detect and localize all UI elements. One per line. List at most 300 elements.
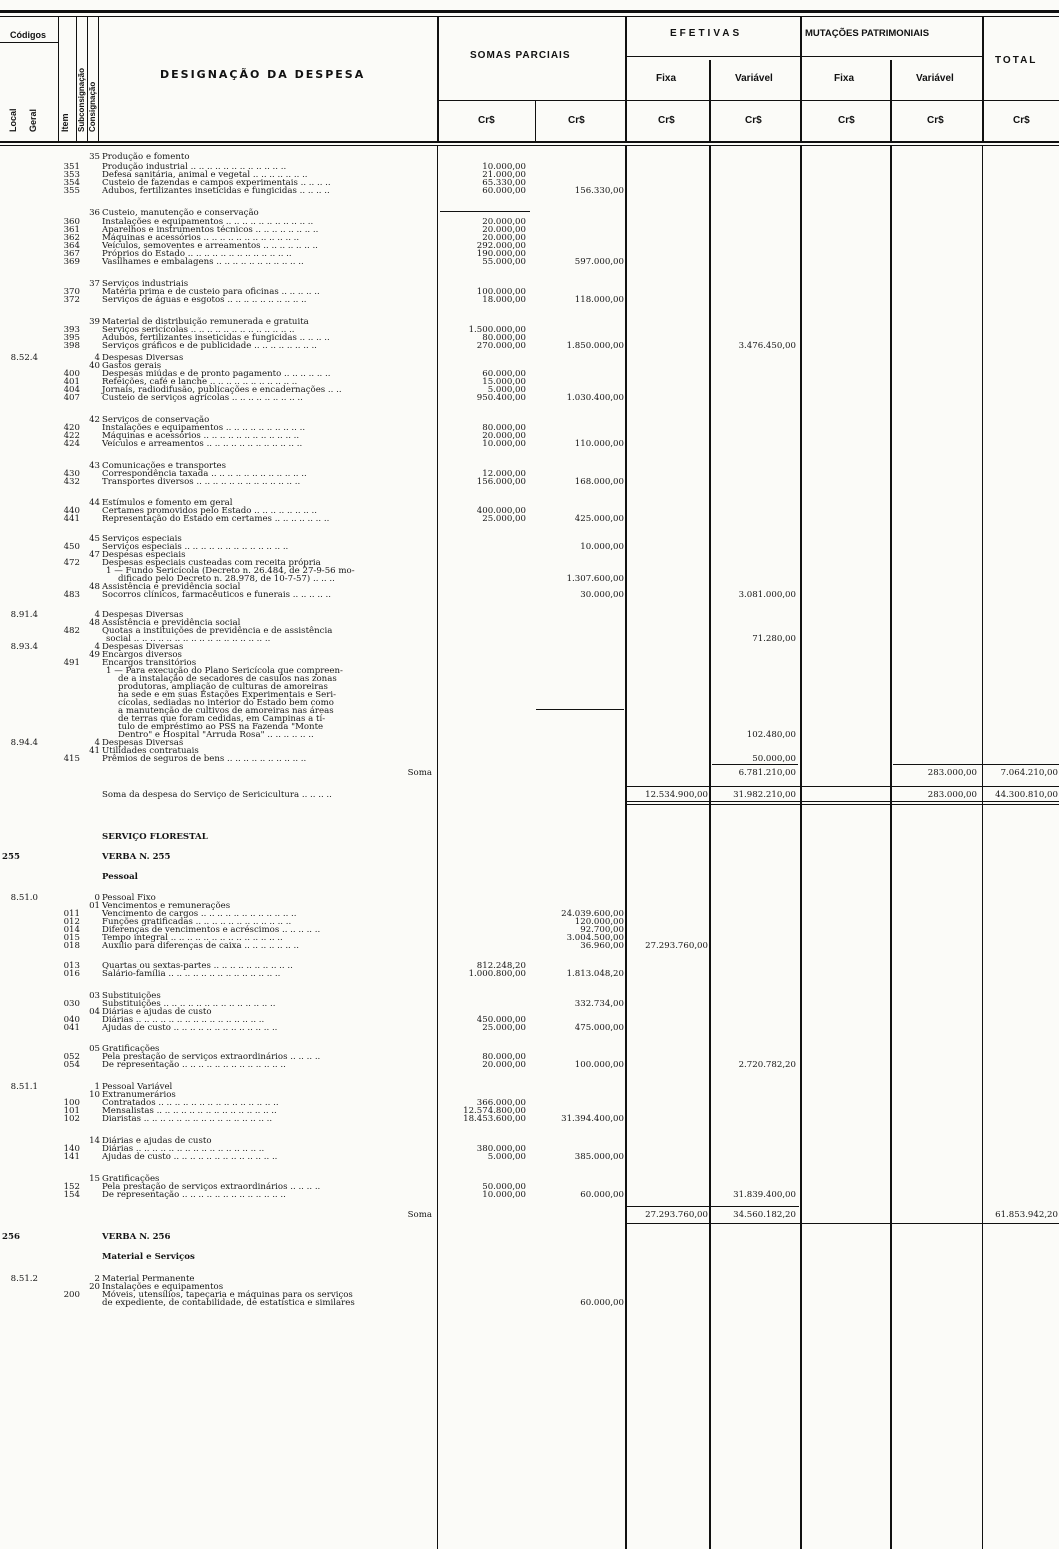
row-soma-parcial-2: 1.030.400,00 — [566, 393, 624, 403]
row-code-item: 483 — [63, 590, 80, 600]
row-code-item: 040 — [63, 1015, 80, 1025]
row-description: Custeio de serviços agrícolas .. .. .. .. .. .. .. .. .. — [102, 393, 303, 403]
row-soma-parcial-1: 366.000,00 — [476, 1098, 526, 1108]
row-soma-parcial-2: 120.000,00 — [574, 917, 624, 927]
sum-rule — [893, 764, 1059, 765]
row-soma-parcial-1: 25.000,00 — [482, 514, 526, 524]
row-soma-parcial-1: 450.000,00 — [476, 1015, 526, 1025]
row-code-item: 013 — [63, 961, 80, 971]
row-soma-parcial-1: 380.000,00 — [476, 1144, 526, 1154]
row-description: Matéria prima e de custeio para oficinas .. .. .. .. .. — [102, 287, 320, 297]
row-soma-parcial-1: 292.000,00 — [476, 241, 526, 251]
row-soma-parcial-1: 21.000,00 — [482, 170, 526, 180]
row-description: Vencimentos e remunerações — [102, 901, 231, 911]
hdr-split-mutacoes — [802, 56, 982, 57]
row-description: 1 — Fundo Sericícola (Decreto n. 26.484, de 27-9-56 mo- — [106, 566, 355, 576]
row-code-item: 407 — [63, 393, 80, 403]
row-code-item: 018 — [63, 941, 80, 951]
row-code-item: 140 — [63, 1144, 80, 1154]
row-code-consignacao: 37 — [89, 279, 100, 289]
row-code-item: 360 — [63, 217, 80, 227]
hdr-vline-ev — [800, 17, 802, 141]
row-code-consignacao: 14 — [89, 1136, 100, 1146]
row-code-item: 472 — [63, 558, 80, 568]
header-mutacoes: MUTAÇÕES PATRIMONIAIS — [805, 28, 930, 39]
row-description: Veículos e arreamentos .. .. .. .. .. .. .. .. .. .. .. .. — [102, 439, 303, 449]
table-row — [0, 852, 1059, 862]
row-soma-parcial-1: 60.000,00 — [482, 186, 526, 196]
row-soma-parcial-1: 18.453.600,00 — [463, 1114, 526, 1124]
row-description: Vasilhames e embalagens .. .. .. .. .. .. .. .. .. .. .. — [102, 257, 304, 267]
row-soma-parcial-1: 20.000,00 — [482, 225, 526, 235]
header-currency-ev: Cr$ — [745, 115, 762, 126]
row-code-item: 016 — [63, 969, 80, 979]
table-row — [0, 257, 1059, 267]
header-codigos: Códigos — [10, 30, 46, 40]
row-description: Refeições, café e lanche .. .. .. .. .. .. .. .. .. .. .. — [102, 377, 298, 387]
row-description: na sede e em suas Estações Experimentais e Seri- — [118, 690, 337, 700]
row-efetiva-fixa: 27.293.760,00 — [645, 941, 708, 951]
row-description: Despesas Diversas — [102, 353, 184, 363]
row-code-local: 8.51.1 — [10, 1082, 38, 1092]
row-soma-parcial-1: 55.000,00 — [482, 257, 526, 267]
row-description: Transportes diversos .. .. .. .. .. .. .. .. .. .. .. .. .. — [102, 477, 301, 487]
row-description: Ajudas de custo .. .. .. .. .. .. .. .. .. .. .. .. .. — [102, 1152, 278, 1162]
row-code-local: 8.91.4 — [10, 610, 38, 620]
row-description: Adubos, fertilizantes inseticidas e fungicidas .. .. .. .. — [102, 186, 330, 196]
row-soma-parcial-1: 1.000.800,00 — [468, 969, 526, 979]
total-rule — [627, 1223, 1059, 1224]
row-code-item: 393 — [63, 325, 80, 335]
row-description: produtoras, ampliação de culturas de amoreiras — [118, 682, 328, 692]
row-code-consignacao: 20 — [89, 1282, 100, 1292]
header-efetivas-variavel: Variável — [735, 73, 773, 84]
row-code-item: 440 — [63, 506, 80, 516]
row-description: Instalações e equipamentos — [102, 1282, 224, 1292]
table-row — [0, 514, 1059, 524]
row-description: Material e Serviços — [102, 1252, 195, 1262]
row-soma-parcial-1: 5.000,00 — [487, 385, 526, 395]
row-soma-parcial-1: 270.000,00 — [476, 341, 526, 351]
table-row — [0, 341, 1059, 351]
row-code-item: 011 — [63, 909, 80, 919]
row-description: Material de distribuição remunerada e gratuita — [102, 317, 309, 327]
row-code-consignacao: 40 — [89, 361, 100, 371]
row-description: tulo de empréstimo ao PSS na Fazenda "Monte — [118, 722, 324, 732]
row-code-item: 052 — [63, 1052, 80, 1062]
row-description: Assistência e previdência social — [102, 582, 241, 592]
row-description: Despesas especiais — [102, 550, 186, 560]
row-code-item: 370 — [63, 287, 80, 297]
row-soma-parcial-1: 950.400,00 — [476, 393, 526, 403]
row-description: Certames promovidos pelo Estado .. .. .. .. .. .. .. .. — [102, 506, 317, 516]
row-description: Pessoal Fixo — [102, 893, 156, 903]
row-code-item: 361 — [63, 225, 80, 235]
row-description: a manutenção de cultivos de amoreiras nas áreas — [118, 706, 334, 716]
header-currency-p1: Cr$ — [478, 115, 495, 126]
row-code-consignacao: 03 — [89, 991, 100, 1001]
row-code-consignacao: 01 — [89, 901, 100, 911]
table-row — [0, 1210, 1059, 1220]
row-code-item: 482 — [63, 626, 80, 636]
row-description: VERBA N. 256 — [102, 1232, 171, 1242]
row-soma-parcial-1: 5.000,00 — [487, 1152, 526, 1162]
row-code-consignacao: 41 — [89, 746, 100, 756]
row-description: Veículos, semoventes e arreamentos .. .. .. .. .. .. .. — [102, 241, 318, 251]
row-soma-parcial-2: 156.330,00 — [574, 186, 624, 196]
row-description: Serviços industriais — [102, 279, 189, 289]
row-soma-parcial-2: 100.000,00 — [574, 1060, 624, 1070]
row-description: dificado pelo Decreto n. 28.978, de 10-7-57) .. .. .. — [118, 574, 335, 584]
row-description: SERVIÇO FLORESTAL — [102, 832, 208, 842]
row-soma-parcial-2: 1.850.000,00 — [566, 341, 624, 351]
hdr-vline-mf — [890, 60, 892, 142]
row-soma-label: Soma — [407, 1210, 432, 1220]
row-soma-parcial-2: 1.813.048,20 — [566, 969, 624, 979]
row-code-item: 420 — [63, 423, 80, 433]
row-description: Despesas Diversas — [102, 642, 184, 652]
row-description: Despesas Diversas — [102, 738, 184, 748]
row-description: Material Permanente — [102, 1274, 195, 1284]
row-soma-parcial-1: 60.000,00 — [482, 369, 526, 379]
top-rule-thin — [0, 16, 1059, 17]
hdr-vline-mv — [982, 17, 984, 141]
row-code-item: 054 — [63, 1060, 80, 1070]
row-soma-parcial-1: 10.000,00 — [482, 1190, 526, 1200]
row-description: de expediente, de contabilidade, de estatística e similares — [102, 1298, 355, 1308]
row-code-item: 491 — [63, 658, 80, 668]
row-soma-parcial-2: 36.960,00 — [580, 941, 624, 951]
row-soma-parcial-2: 597.000,00 — [574, 257, 624, 267]
header-currency-mf: Cr$ — [838, 115, 855, 126]
row-description: de terras que foram cedidas, em Campinas a tí- — [118, 714, 326, 724]
header-designacao: DESIGNAÇÃO DA DESPESA — [160, 68, 366, 81]
hdr-vline-item — [98, 17, 99, 141]
header-currency-p2: Cr$ — [568, 115, 585, 126]
row-description: Móveis, utensílios, tapeçaria e máquinas para os serviços — [102, 1290, 353, 1300]
header-subconsignacao: Subconsignação — [77, 67, 86, 132]
row-description: Gratificações — [102, 1174, 160, 1184]
table-row — [0, 477, 1059, 487]
row-description: Pela prestação de serviços extraordinários .. .. .. .. — [102, 1052, 321, 1062]
row-code-item: 367 — [63, 249, 80, 259]
row-code-consignacao: 1 — [94, 1082, 100, 1092]
row-soma-parcial-1: 10.000,00 — [482, 439, 526, 449]
row-code-consignacao: 35 — [89, 152, 100, 162]
row-description: Tempo integral .. .. .. .. .. .. .. .. .. .. .. .. .. .. — [102, 933, 283, 943]
header-bottom-rule — [0, 141, 1059, 143]
table-row — [0, 1252, 1059, 1262]
row-code-consignacao: 36 — [89, 208, 100, 218]
row-code-item: 351 — [63, 162, 80, 172]
table-row — [0, 832, 1059, 842]
row-soma-parcial-1: 50.000,00 — [482, 1182, 526, 1192]
row-description: Produção e fomento — [102, 152, 190, 162]
header-mutacoes-variavel: Variável — [916, 73, 954, 84]
row-description: Máquinas e acessórios .. .. .. .. .. .. .. .. .. .. .. .. — [102, 233, 300, 243]
top-rule — [0, 10, 1059, 13]
row-efetiva-variavel: 31.982.210,00 — [733, 790, 796, 800]
row-code-item: 401 — [63, 377, 80, 387]
row-description: Representação do Estado em certames .. .. .. .. .. .. .. — [102, 514, 330, 524]
row-efetiva-variavel: 50.000,00 — [752, 754, 796, 764]
row-code-item: 200 — [63, 1290, 80, 1300]
row-code-consignacao: 43 — [89, 461, 100, 471]
row-description: De representação .. .. .. .. .. .. .. .. .. .. .. .. .. — [102, 1060, 286, 1070]
row-description: Ajudas de custo .. .. .. .. .. .. .. .. .. .. .. .. .. — [102, 1023, 278, 1033]
row-description: Pessoal — [102, 872, 138, 882]
row-code-item: 015 — [63, 933, 80, 943]
row-description: Serviços de conservação — [102, 415, 210, 425]
table-row — [0, 393, 1059, 403]
table-row — [0, 969, 1059, 979]
row-code-item: 152 — [63, 1182, 80, 1192]
header-bottom-rule-thin — [0, 145, 1059, 146]
row-soma-parcial-2: 10.000,00 — [580, 542, 624, 552]
row-code-local: 8.93.4 — [10, 642, 38, 652]
row-code-item: 400 — [63, 369, 80, 379]
row-efetiva-variavel: 31.839.400,00 — [733, 1190, 796, 1200]
table-row — [0, 768, 1059, 778]
row-code-item: 424 — [63, 439, 80, 449]
table-row — [0, 754, 1059, 764]
row-code-item: 422 — [63, 431, 80, 441]
row-code-consignacao: 45 — [89, 534, 100, 544]
row-soma-parcial-2: 60.000,00 — [580, 1298, 624, 1308]
row-description: Substituições — [102, 991, 161, 1001]
row-description: Diárias e ajudas de custo — [102, 1007, 212, 1017]
row-description: Diárias .. .. .. .. .. .. .. .. .. .. .. .. .. .. .. .. — [102, 1015, 265, 1025]
sum-rule — [627, 1206, 799, 1207]
row-description: Produção industrial .. .. .. .. .. .. .. .. .. .. .. .. — [102, 162, 287, 172]
row-description: Mensalistas .. .. .. .. .. .. .. .. .. .. .. .. .. .. .. — [102, 1106, 277, 1116]
row-description: Pela prestação de serviços extraordinários .. .. .. .. — [102, 1182, 321, 1192]
row-description: Serviços gráficos e de publicidade .. .. .. .. .. .. .. .. — [102, 341, 317, 351]
row-description: Diárias .. .. .. .. .. .. .. .. .. .. .. .. .. .. .. .. — [102, 1144, 265, 1154]
row-soma-parcial-1: 20.000,00 — [482, 431, 526, 441]
row-code-item: 364 — [63, 241, 80, 251]
row-code-consignacao: 47 — [89, 550, 100, 560]
row-description: Serviços sericícolas .. .. .. .. .. .. .. .. .. .. .. .. .. — [102, 325, 295, 335]
row-soma-parcial-1: 10.000,00 — [482, 162, 526, 172]
header-currency-mv: Cr$ — [927, 115, 944, 126]
row-description: Estímulos e fomento em geral — [102, 498, 233, 508]
sum-rule — [712, 764, 798, 765]
header-currency-ef: Cr$ — [658, 115, 675, 126]
row-code-consignacao: 44 — [89, 498, 100, 508]
row-soma-parcial-1: 20.000,00 — [482, 233, 526, 243]
row-description: Encargos transitórios — [102, 658, 197, 668]
row-efetiva-variavel: 3.081.000,00 — [738, 590, 796, 600]
row-soma-label: Soma — [407, 768, 432, 778]
row-code-item: 369 — [63, 257, 80, 267]
row-description: cícolas, sediadas no interior do Estado bem como — [118, 698, 334, 708]
row-code-item: 141 — [63, 1152, 80, 1162]
row-soma-parcial-1: 20.000,00 — [482, 217, 526, 227]
hdr-vline-p2 — [625, 17, 627, 141]
row-code-local: 8.51.0 — [10, 893, 38, 903]
table-row — [0, 941, 1059, 951]
row-code-consignacao: 39 — [89, 317, 100, 327]
row-code-item: 404 — [63, 385, 80, 395]
row-code-item: 432 — [63, 477, 80, 487]
row-description: Assistência e previdência social — [102, 618, 241, 628]
row-code-item: 012 — [63, 917, 80, 927]
row-description: de a instalação de secadores de casulos nas zonas — [118, 674, 337, 684]
row-description: Substituições .. .. .. .. .. .. .. .. .. .. .. .. .. .. — [102, 999, 276, 1009]
hdr-vline-codes — [58, 17, 59, 141]
row-soma-parcial-2: 385.000,00 — [574, 1152, 624, 1162]
row-description: Despesas Diversas — [102, 610, 184, 620]
table-row — [0, 1060, 1059, 1070]
row-description: Utilidades contratuais — [102, 746, 199, 756]
header-total: TOTAL — [995, 55, 1038, 66]
row-description: VERBA N. 255 — [102, 852, 171, 862]
row-description: Custeio, manutenção e conservação — [102, 208, 259, 218]
row-efetiva-variavel: 2.720.782,20 — [738, 1060, 796, 1070]
row-code-consignacao: 4 — [94, 353, 100, 363]
row-code-item: 415 — [63, 754, 80, 764]
row-soma-parcial-2: 60.000,00 — [580, 1190, 624, 1200]
row-mutacao-variavel: 283.000,00 — [927, 790, 977, 800]
row-code-item: 353 — [63, 170, 80, 180]
row-description: Serviços de águas e esgotos .. .. .. .. .. .. .. .. .. .. — [102, 295, 307, 305]
row-description: Correspondência taxada .. .. .. .. .. .. .. .. .. .. .. .. — [102, 469, 307, 479]
row-code-local: 8.52.4 — [10, 353, 38, 363]
row-description: Despesas especiais custeadas com receita própria — [102, 558, 321, 568]
table-row — [0, 1190, 1059, 1200]
row-soma-parcial-1: 25.000,00 — [482, 1023, 526, 1033]
row-efetiva-variavel: 71.280,00 — [752, 634, 796, 644]
row-description: Instalações e equipamentos .. .. .. .. .. .. .. .. .. .. — [102, 423, 306, 433]
table-row — [0, 1023, 1059, 1033]
row-soma-parcial-1: 812.248,20 — [476, 961, 526, 971]
row-code-local: 8.94.4 — [10, 738, 38, 748]
total-rule — [627, 786, 1059, 787]
row-code-consignacao: 48 — [89, 582, 100, 592]
header-local: Local — [8, 108, 18, 132]
header-mutacoes-fixa: Fixa — [834, 73, 855, 84]
row-code-consignacao: 48 — [89, 618, 100, 628]
row-description: Pessoal Variável — [102, 1082, 173, 1092]
table-row — [0, 295, 1059, 305]
table-row — [0, 186, 1059, 196]
row-description: Serviços especiais — [102, 534, 182, 544]
row-soma-parcial-1: 80.000,00 — [482, 333, 526, 343]
row-soma-parcial-2: 92.700,00 — [580, 925, 624, 935]
row-code-local: 256 — [2, 1232, 20, 1242]
row-code-item: 355 — [63, 186, 80, 196]
row-soma-parcial-1: 18.000,00 — [482, 295, 526, 305]
hdr-split-codes — [0, 42, 58, 43]
row-code-item: 014 — [63, 925, 80, 935]
table-row — [0, 1152, 1059, 1162]
row-soma-parcial-1: 15.000,00 — [482, 377, 526, 387]
row-description: Funções gratificadas .. .. .. .. .. .. .. .. .. .. .. .. — [102, 917, 292, 927]
row-mutacao-variavel: 283.000,00 — [927, 768, 977, 778]
row-code-item: 154 — [63, 1190, 80, 1200]
header-efetivas-fixa: Fixa — [656, 73, 677, 84]
row-soma-parcial-1: 12.574.800,00 — [463, 1106, 526, 1116]
row-code-local: 255 — [2, 852, 20, 862]
row-soma-parcial-1: 400.000,00 — [476, 506, 526, 516]
row-description: Diferenças de vencimentos e acréscimos .. .. .. .. .. — [102, 925, 321, 935]
row-code-item: 354 — [63, 178, 80, 188]
row-code-item: 100 — [63, 1098, 80, 1108]
row-soma-parcial-1: 80.000,00 — [482, 1052, 526, 1062]
row-soma-parcial-1: 156.000,00 — [476, 477, 526, 487]
row-description: 1 — Para execução do Plano Sericícola que compreen- — [106, 666, 343, 676]
row-code-item: 041 — [63, 1023, 80, 1033]
row-efetiva-variavel: 34.560.182,20 — [733, 1210, 796, 1220]
row-code-consignacao: 4 — [94, 738, 100, 748]
row-soma-parcial-1: 190.000,00 — [476, 249, 526, 259]
row-code-item: 101 — [63, 1106, 80, 1116]
row-total: 7.064.210,00 — [1000, 768, 1058, 778]
row-description: Contratados .. .. .. .. .. .. .. .. .. .. .. .. .. .. .. — [102, 1098, 279, 1108]
row-code-consignacao: 15 — [89, 1174, 100, 1184]
row-description: Adubos, fertilizantes inseticidas e fungicidas .. .. .. .. — [102, 333, 330, 343]
row-description: Gratificações — [102, 1044, 160, 1054]
row-code-local: 8.51.2 — [10, 1274, 38, 1284]
row-code-consignacao: 42 — [89, 415, 100, 425]
row-description: Soma da despesa do Serviço de Sericicultura .. .. .. .. — [102, 790, 332, 800]
row-description: Serviços especiais .. .. .. .. .. .. .. .. .. .. .. .. .. — [102, 542, 289, 552]
row-code-consignacao: 10 — [89, 1090, 100, 1100]
row-code-consignacao: 04 — [89, 1007, 100, 1017]
row-code-item: 398 — [63, 341, 80, 351]
row-description: Vencimento de cargos .. .. .. .. .. .. .. .. .. .. .. .. — [102, 909, 297, 919]
table-row — [0, 439, 1059, 449]
hdr-split-efetivas — [627, 56, 800, 57]
total-rule — [627, 804, 1059, 805]
row-description: Encargos diversos — [102, 650, 182, 660]
row-description: social .. .. .. .. .. .. .. .. .. .. .. .. .. .. .. .. .. — [106, 634, 271, 644]
row-efetiva-fixa: 27.293.760,00 — [645, 1210, 708, 1220]
row-soma-parcial-2: 24.039.600,00 — [561, 909, 624, 919]
row-code-item: 450 — [63, 542, 80, 552]
row-description: Custeio de fazendas e campos experimentais .. .. .. .. — [102, 178, 331, 188]
total-rule — [627, 801, 1059, 802]
row-description: Quartas ou sextas-partes .. .. .. .. .. .. .. .. .. .. — [102, 961, 293, 971]
row-soma-parcial-2: 3.004.500,00 — [566, 933, 624, 943]
row-soma-parcial-2: 425.000,00 — [574, 514, 624, 524]
row-description: Auxílio para diferenças de caixa .. .. .. .. .. .. .. — [102, 941, 299, 951]
header-currency-total: Cr$ — [1013, 115, 1030, 126]
row-code-item: 102 — [63, 1114, 80, 1124]
row-description: Jornais, radiodifusão, publicações e encadernações .. .. — [102, 385, 342, 395]
table-row — [0, 790, 1059, 800]
header-geral: Geral — [28, 108, 38, 132]
row-description: Máquinas e acessórios .. .. .. .. .. .. .. .. .. .. .. .. — [102, 431, 300, 441]
row-soma-parcial-2: 168.000,00 — [574, 477, 624, 487]
row-description: Gastos gerais — [102, 361, 162, 371]
row-efetiva-variavel: 6.781.210,00 — [738, 768, 796, 778]
row-efetiva-variavel: 102.480,00 — [746, 730, 796, 740]
row-description: Quotas a instituições de previdência e de assistência — [102, 626, 333, 636]
row-code-consignacao: 49 — [89, 650, 100, 660]
hdr-vline-p1 — [535, 100, 536, 142]
row-efetiva-variavel: 3.476.450,00 — [738, 341, 796, 351]
row-soma-parcial-1: 1.500.000,00 — [468, 325, 526, 335]
row-description: Diaristas .. .. .. .. .. .. .. .. .. .. .. .. .. .. .. .. — [102, 1114, 273, 1124]
table-row — [0, 152, 1059, 162]
row-code-consignacao: 2 — [94, 1274, 100, 1284]
row-description: Socorros clínicos, farmacêuticos e funerais .. .. .. .. .. — [102, 590, 332, 600]
row-code-consignacao: 05 — [89, 1044, 100, 1054]
row-code-consignacao: 0 — [94, 893, 100, 903]
row-description: Instalações e equipamentos .. .. .. .. .. .. .. .. .. .. .. — [102, 217, 314, 227]
